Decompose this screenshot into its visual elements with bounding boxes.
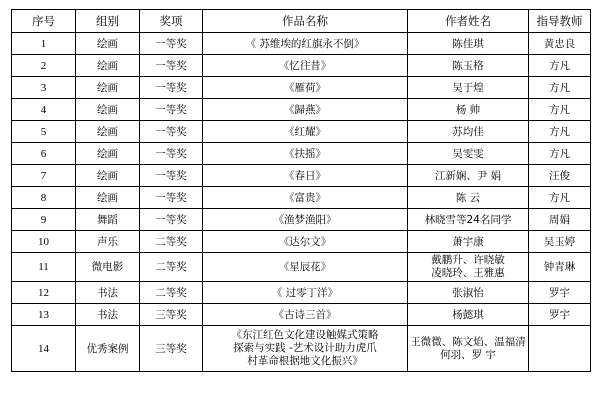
cell-award: 三等奖	[140, 304, 203, 326]
cell-group: 绘画	[76, 77, 140, 99]
cell-no: 3	[12, 77, 76, 99]
cell-no: 6	[12, 143, 76, 165]
cell-group: 声乐	[76, 231, 140, 253]
cell-no: 5	[12, 121, 76, 143]
author-line: 凌晓玲、王雅惠	[431, 267, 505, 279]
cell-authors: 萧宇康	[408, 231, 529, 253]
table-row	[12, 121, 591, 143]
cell-authors: 陈佳琪	[408, 33, 529, 55]
cell-teacher	[529, 326, 591, 372]
cell-title: 《富贵》	[203, 187, 408, 209]
cell-title: 《红耀》	[203, 121, 408, 143]
cell-teacher: 方凡	[529, 121, 591, 143]
header-no: 序号	[12, 10, 76, 33]
cell-award: 一等奖	[140, 33, 203, 55]
cell-group: 舞蹈	[76, 209, 140, 231]
cell-award: 二等奖	[140, 231, 203, 253]
header-authors: 作者姓名	[408, 10, 529, 33]
cell-authors: 陈玉格	[408, 55, 529, 77]
cell-authors: 苏均佳	[408, 121, 529, 143]
cell-teacher: 方凡	[529, 99, 591, 121]
table-row	[12, 99, 591, 121]
table-row	[12, 231, 591, 253]
header-group: 组别	[76, 10, 140, 33]
cell-award: 一等奖	[140, 121, 203, 143]
cell-no: 12	[12, 282, 76, 304]
cell-award: 二等奖	[140, 282, 203, 304]
cell-group: 书法	[76, 304, 140, 326]
cell-teacher: 方凡	[529, 143, 591, 165]
cell-teacher: 罗宇	[529, 304, 591, 326]
table-row	[12, 282, 591, 304]
author-line: 何羽、罗 宇	[440, 348, 496, 361]
cell-teacher: 罗宇	[529, 282, 591, 304]
cell-award: 一等奖	[140, 165, 203, 187]
cell-award: 三等奖	[140, 326, 203, 372]
table-row	[12, 209, 591, 231]
cell-group: 绘画	[76, 187, 140, 209]
cell-authors: 陈 云	[408, 187, 529, 209]
cell-group: 微电影	[76, 253, 140, 282]
cell-no: 4	[12, 99, 76, 121]
cell-group: 优秀案例	[76, 326, 140, 372]
cell-teacher: 方凡	[529, 77, 591, 99]
cell-authors: 张淑怡	[408, 282, 529, 304]
cell-authors: 杨懿琪	[408, 304, 529, 326]
cell-title: 《渔梦渔阳》	[203, 209, 408, 231]
cell-no: 14	[12, 326, 76, 372]
table-row	[12, 187, 591, 209]
cell-title: 《古诗三首》	[203, 304, 408, 326]
cell-title: 《达尔文》	[203, 231, 408, 253]
cell-authors: 杨 帅	[408, 99, 529, 121]
title-line: 探索与实践 -艺术设计助力虎爪	[233, 342, 377, 354]
cell-group: 绘画	[76, 143, 140, 165]
cell-group: 绘画	[76, 55, 140, 77]
table-row	[12, 304, 591, 326]
table-row	[12, 253, 591, 282]
author-line: 戴鹏升、许晓敏	[431, 254, 505, 266]
cell-teacher: 方凡	[529, 55, 591, 77]
cell-title	[203, 326, 408, 372]
cell-no: 2	[12, 55, 76, 77]
cell-no: 10	[12, 231, 76, 253]
cell-teacher: 吴玉婷	[529, 231, 591, 253]
cell-teacher: 黄忠良	[529, 33, 591, 55]
cell-award: 一等奖	[140, 143, 203, 165]
cell-title: 《春日》	[203, 165, 408, 187]
cell-group: 书法	[76, 282, 140, 304]
cell-authors: 吴雯雯	[408, 143, 529, 165]
cell-teacher: 周娟	[529, 209, 591, 231]
table-row	[12, 143, 591, 165]
cell-no: 13	[12, 304, 76, 326]
title-line: 《东江红色文化建设触媒式策略	[231, 329, 379, 341]
title-line: 村革命根据地文化振兴》	[247, 355, 363, 367]
cell-authors	[408, 326, 529, 372]
awards-table-container	[11, 9, 591, 372]
cell-award: 二等奖	[140, 253, 203, 282]
awards-table	[11, 9, 591, 372]
cell-group: 绘画	[76, 33, 140, 55]
cell-teacher: 钟青琳	[529, 253, 591, 282]
cell-teacher: 汪俊	[529, 165, 591, 187]
table-header-row	[12, 10, 591, 33]
cell-award: 一等奖	[140, 209, 203, 231]
cell-title: 《歸燕》	[203, 99, 408, 121]
table-row	[12, 55, 591, 77]
cell-title: 《忆往昔》	[203, 55, 408, 77]
header-title: 作品名称	[203, 10, 408, 33]
cell-no: 7	[12, 165, 76, 187]
cell-title: 《扶摇》	[203, 143, 408, 165]
cell-award: 一等奖	[140, 77, 203, 99]
cell-authors: 林晓雪等24名同学	[408, 209, 529, 231]
table-row	[12, 77, 591, 99]
cell-group: 绘画	[76, 165, 140, 187]
cell-authors: 江新娴、尹 娟	[408, 165, 529, 187]
header-award: 奖项	[140, 10, 203, 33]
cell-award: 一等奖	[140, 187, 203, 209]
cell-award: 一等奖	[140, 55, 203, 77]
cell-no: 9	[12, 209, 76, 231]
table-row	[12, 33, 591, 55]
table-row	[12, 165, 591, 187]
cell-authors: 吴于煌	[408, 77, 529, 99]
cell-group: 绘画	[76, 121, 140, 143]
cell-no: 1	[12, 33, 76, 55]
author-line: 王微微、陈文焰、温福清	[410, 335, 526, 348]
cell-title: 《 苏维埃的红旗永不倒》	[203, 33, 408, 55]
cell-award: 一等奖	[140, 99, 203, 121]
cell-title: 《星辰花》	[203, 253, 408, 282]
cell-title: 《雁荷》	[203, 77, 408, 99]
table-row	[12, 326, 591, 372]
cell-teacher: 方凡	[529, 187, 591, 209]
cell-title: 《 过零丁洋》	[203, 282, 408, 304]
cell-group: 绘画	[76, 99, 140, 121]
header-teacher: 指导教师	[529, 10, 591, 33]
cell-no: 11	[12, 253, 76, 282]
cell-no: 8	[12, 187, 76, 209]
cell-authors	[408, 253, 529, 282]
